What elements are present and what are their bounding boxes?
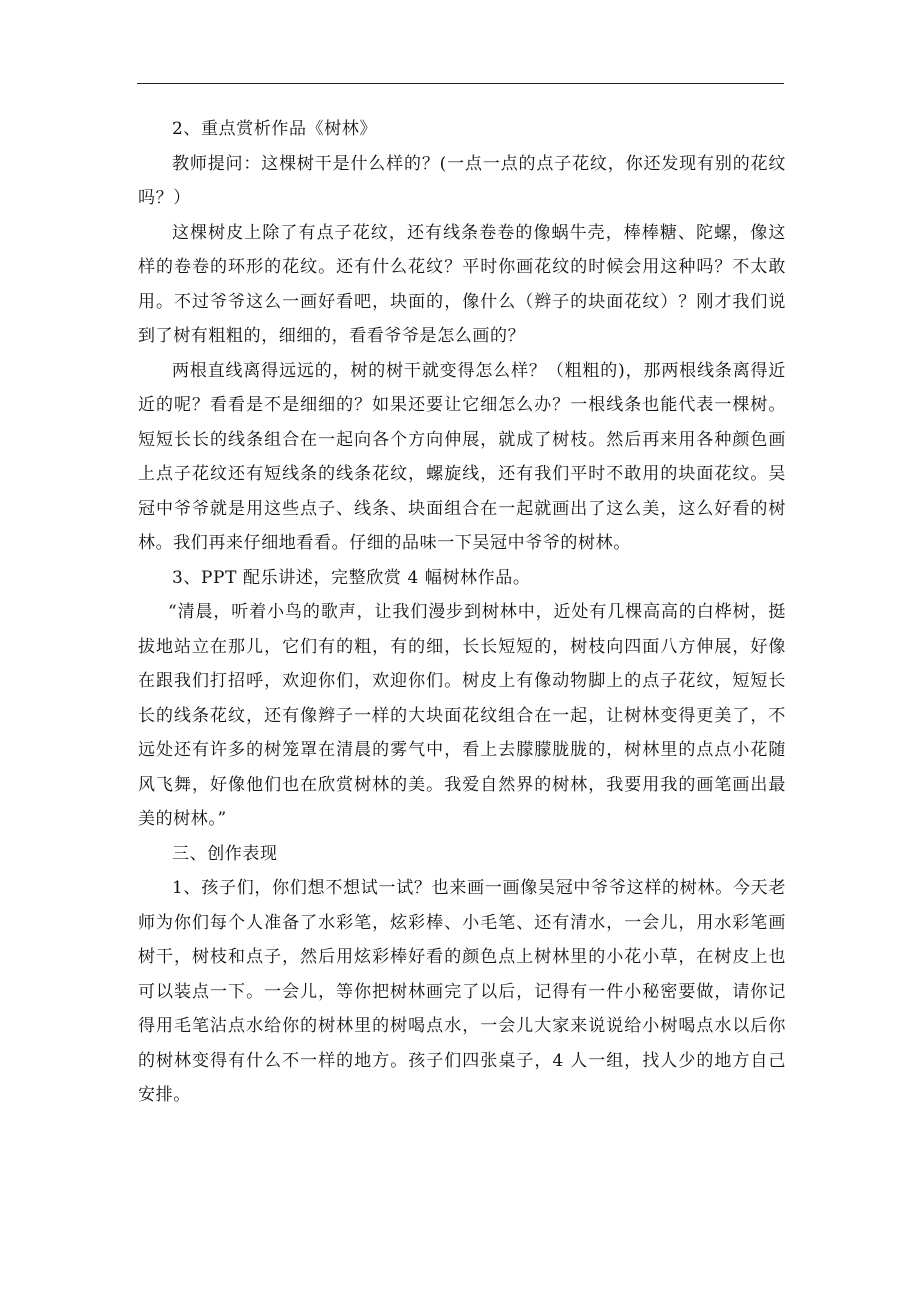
creation-instructions-paragraph: 1、孩子们，你们想不想试一试？也来画一画像吴冠中爷爷这样的树林。今天老师为你们每个人准备了水彩笔，炫彩棒、小毛笔、还有清水，一会儿，用水彩笔画树干，树枝和点子，然后用炫彩棒好看的颜色点上树林里的小花小草，在树皮上也可以装点一下。一会儿，等你把树林画完了以后，记得有一件小秘密要做，请你记得用毛笔沾点水给你的树林里的树喝点水，一会儿大家来说说给小树喝点水以后你的树林变得有什么不一样的地方。孩子们四张桌子，4 人一组，找人少的地方自己安排。 — [138, 878, 786, 1105]
section-heading-creation: 三、创作表现 — [172, 843, 278, 864]
teacher-question-paragraph: 教师提问：这棵树干是什么样的？(一点一点的点子花纹，你还发现有别的花纹吗？） — [138, 153, 786, 208]
narration-quote-paragraph: “清晨，听着小鸟的歌声，让我们漫步到树林中，近处有几棵高高的白桦树，挺拔地站立在那儿，它们有的粗，有的细，长长短短的，树枝向四面八方伸展，好像在跟我们打招呼，欢迎你们，欢迎你们。树皮上有像动物脚上的点子花纹，短短长长的线条花纹，还有像辫子一样的大块面花纹组合在一起，让树林变得更美了，不远处还有许多的树笼罩在清晨的雾气中，看上去朦朦胧胧的，树林里的点点小花随风飞舞，好像他们也在欣赏树林的美。我爱自然界的树林，我要用我的画笔画出最美的树林。” — [138, 602, 786, 829]
document-body — [138, 112, 786, 1113]
section-heading-appreciation: 2、重点赏析作品《树林》 — [172, 119, 378, 139]
section-heading-ppt: 3、PPT 配乐讲述，完整欣赏 4 幅树林作品。 — [172, 567, 531, 588]
header-rule — [137, 83, 784, 84]
bark-pattern-paragraph: 这棵树皮上除了有点子花纹，还有线条卷卷的像蜗牛壳，棒棒糖、陀螺，像这样的卷卷的环形的花纹。还有什么花纹？平时你画花纹的时候会用这种吗？不太敢用。不过爷爷这么一画好看吧，块面的，像什么（辫子的块面花纹）？刚才我们说到了树有粗粗的，细细的，看看爷爷是怎么画的？ — [138, 222, 786, 346]
trunk-lines-paragraph: 两根直线离得远远的，树的树干就变得怎么样？（粗粗的)，那两根线条离得近近的呢？看看是不是细细的？如果还要让它细怎么办？一根线条也能代表一棵树。短短长长的线条组合在一起向各个方向伸展，就成了树枝。然后再来用各种颜色画上点子花纹还有短线条的线条花纹，螺旋线，还有我们平时不敢用的块面花纹。吴冠中爷爷就是用这些点子、线条、块面组合在一起就画出了这么美，这么好看的树林。我们再来仔细地看看。仔细的品味一下吴冠中爷爷的树林。 — [138, 360, 786, 553]
